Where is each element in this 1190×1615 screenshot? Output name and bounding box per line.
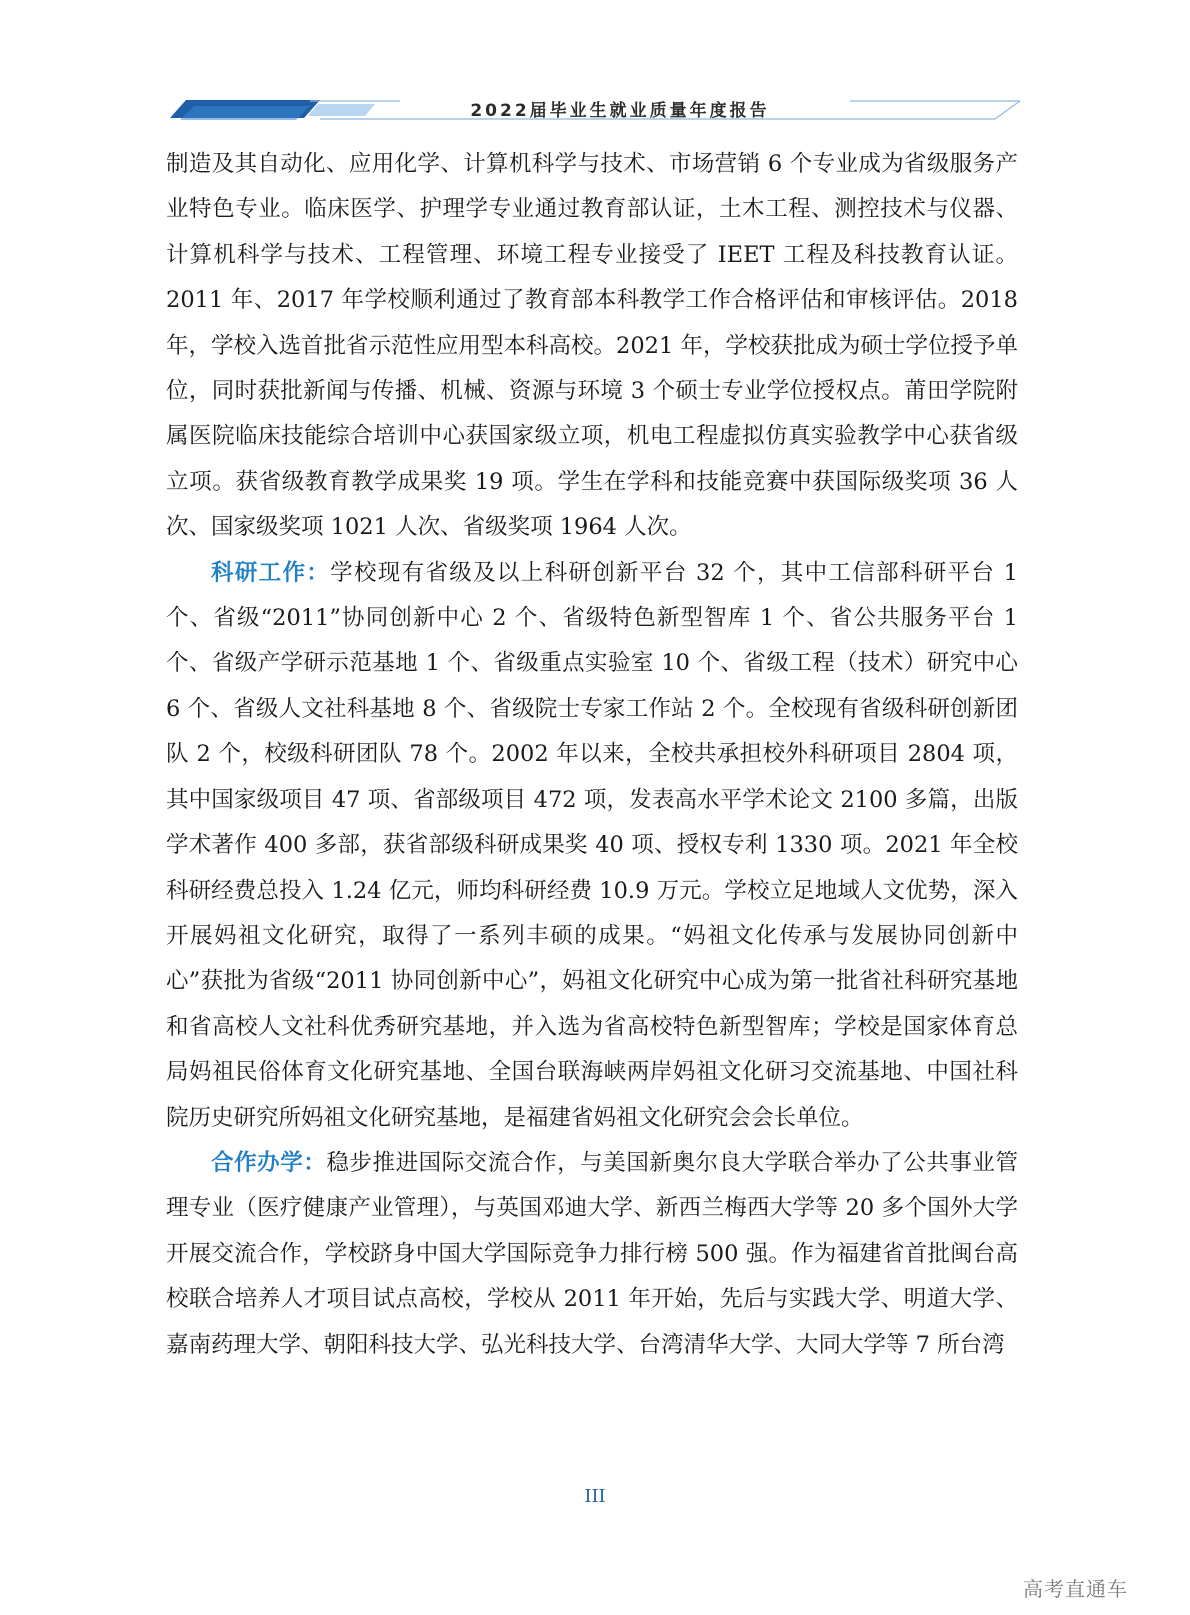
paragraph-research xyxy=(166,551,1018,1141)
header-title: 2022届毕业生就业质量年度报告 xyxy=(470,101,770,121)
main-content xyxy=(166,142,1018,1368)
paragraph-intro-text: 制造及其自动化、应用化学、计算机科学与技术、市场营销 6 个专业成为省级服务产业特色专业。临床医学、护理学专业通过教育部认证，土木工程、测控技术与仪器、计算机科学与技术、工程管理、环境工程专业接受了 IEET 工程及科技教育认证。2011 年、2017 年学校顺利通过了教育部本科教学工作合格评估和审核评估。2018 年，学校入选首批省示范性应用型本科高校。2021 年，学校获批成为硕士学位授予单位，同时获批新闻与传播、机械、资源与环境 3 个硕士专业学位授权点。莆田学院附属医院临床技能综合培训中心获国家级立项，机电工程虚拟仿真实验教学中心获省级立项。获省级教育教学成果奖 19 项。学生在学科和技能竞赛中获国际级奖项 36 人次、国家级奖项 1021 人次、省级奖项 1964 人次。 xyxy=(166,151,1018,541)
page-number: III xyxy=(584,1486,606,1507)
watermark-text: 高考直通车 xyxy=(1023,1577,1128,1601)
paragraph-research-text: 学校现有省级及以上科研创新平台 32 个，其中工信部科研平台 1 个、省级“2011”协同创新中心 2 个、省级特色新型智库 1 个、省公共服务平台 1 个、省级产学研示范基地 1 个、省级重点实验室 10 个、省级工程（技术）研究中心 6 个、省级人文社科基地 8 个、省级院士专家工作站 2 个。全校现有省级科研创新团队 2 个，校级科研团队 78 个。2002 年以来，全校共承担校外科研项目 2804 项，其中国家级项目 47 项、省部级项目 472 项，发表高水平学术论文 2100 多篇，出版学术著作 400 多部，获省部级科研成果奖 40 项、授权专利 1330 项。2021 年全校科研经费总投入 1.24 亿元，师均科研经费 10.9 万元。学校立足地域人文优势，深入开展妈祖文化研究，取得了一系列丰硕的成果。“妈祖文化传承与发展协同创新中心”获批为省级“2011 协同创新中心”，妈祖文化研究中心成为第一批省社科研究基地和省高校人文社科优秀研究基地，并入选为省高校特色新型智库；学校是国家体育总局妈祖民俗体育文化研究基地、全国台联海峡两岸妈祖文化研习交流基地、中国社科院历史研究所妈祖文化研究基地，是福建省妈祖文化研究会会长单位。 xyxy=(166,559,1018,1131)
paragraph-intro xyxy=(166,142,1018,551)
paragraph-cooperation xyxy=(166,1141,1018,1368)
research-section-label: 科研工作： xyxy=(211,559,331,586)
paragraph-cooperation-text: 稳步推进国际交流合作，与美国新奥尔良大学联合举办了公共事业管理专业（医疗健康产业管理），与英国邓迪大学、新西兰梅西大学等 20 多个国外大学开展交流合作，学校跻身中国大学国际竞争力排行榜 500 强。作为福建省首批闽台高校联合培养人才项目试点高校，学校从 2011 年开始，先后与实践大学、明道大学、嘉南药理大学、朝阳科技大学、弘光科技大学、台湾清华大学、大同大学等 7 所台湾 xyxy=(166,1149,1018,1358)
page-header xyxy=(160,92,1030,132)
cooperation-section-label: 合作办学： xyxy=(211,1149,327,1176)
